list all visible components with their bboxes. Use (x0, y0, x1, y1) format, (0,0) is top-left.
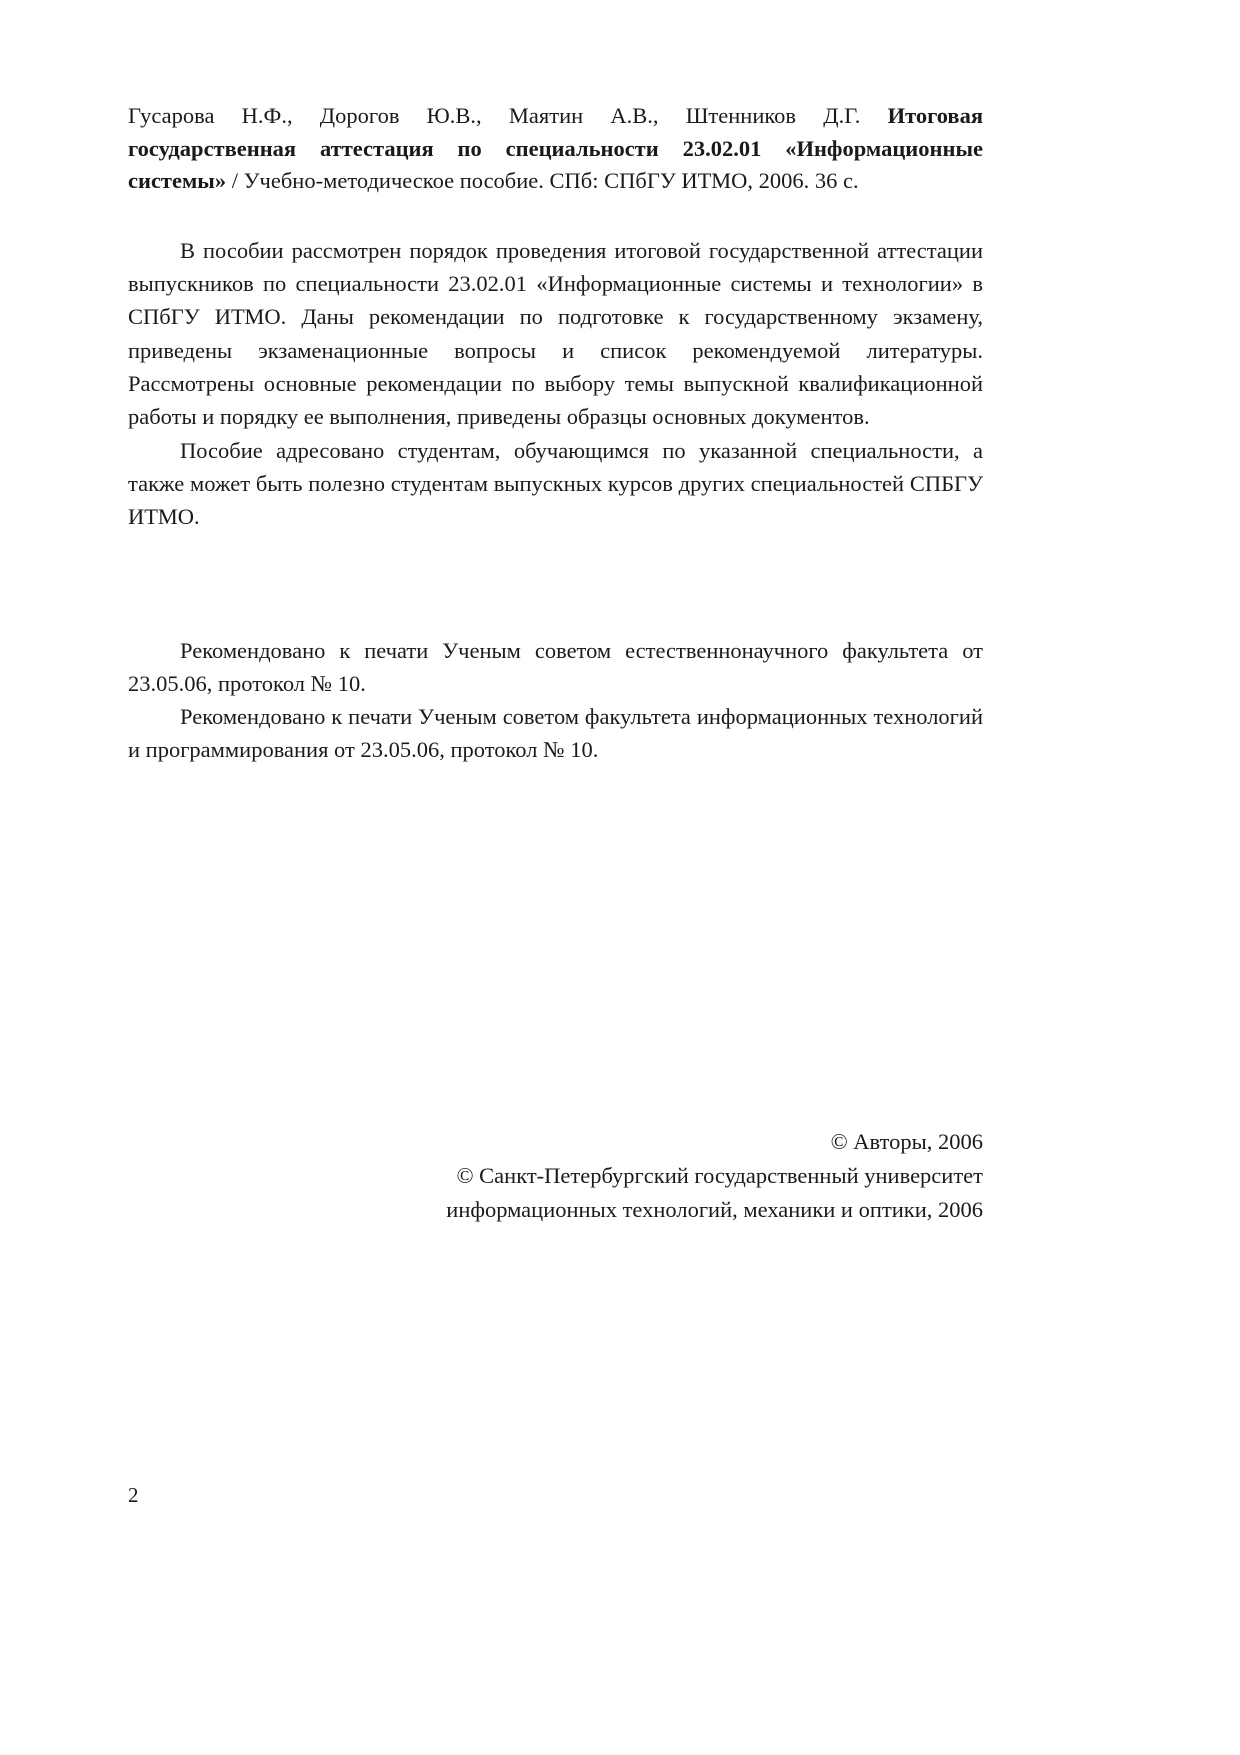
citation-title: Итоговая государственная аттестация по специальности 23.02.01 «Информационные системы» (128, 103, 983, 194)
copyright-block (128, 1125, 983, 1226)
page-content (128, 100, 983, 767)
annotation-paragraph-1: В пособии рассмотрен порядок проведения итоговой государственной аттестации выпускников по специальности 23.02.01 «Информационные системы и технологии» в СПбГУ ИТМО. Даны рекомендации по подготовке к государственному экзамену, приведены экзаменационные вопросы и список рекомендуемой литературы. Рассмотрены основные рекомендации по выбору темы выпускной квалификационной работы и порядку ее выполнения, приведены образцы основных документов. (128, 237, 983, 430)
annotation-block (128, 234, 983, 534)
recommendation-block (128, 634, 983, 767)
bibliographic-citation (128, 100, 983, 198)
citation-authors: Гусарова Н.Ф., Дорогов Ю.В., Маятин А.В., Штенников Д.Г. (128, 103, 861, 128)
recommendation-paragraph-1: Рекомендовано к печати Ученым советом естественнонаучного факультета от 23.05.06, протокол № 10. (128, 637, 983, 696)
recommendation-paragraph-2: Рекомендовано к печати Ученым советом факультета информационных технологий и программирования от 23.05.06, протокол № 10. (128, 704, 983, 763)
copyright-line-university: © Санкт-Петербургский государственный университет (456, 1162, 983, 1188)
annotation-paragraph-2: Пособие адресовано студентам, обучающимся по указанной специальности, а также может быть полезно студентам выпускных курсов других специальностей СПБГУ ИТМО. (128, 437, 983, 530)
page-number: 2 (128, 1483, 139, 1507)
copyright-line-authors: © Авторы, 2006 (830, 1129, 983, 1154)
citation-imprint: / Учебно-методическое пособие. СПб: СПбГУ ИТМО, 2006. 36 с. (226, 168, 859, 194)
copyright-line-university-cont: информационных технологий, механики и оптики, 2006 (446, 1196, 983, 1222)
